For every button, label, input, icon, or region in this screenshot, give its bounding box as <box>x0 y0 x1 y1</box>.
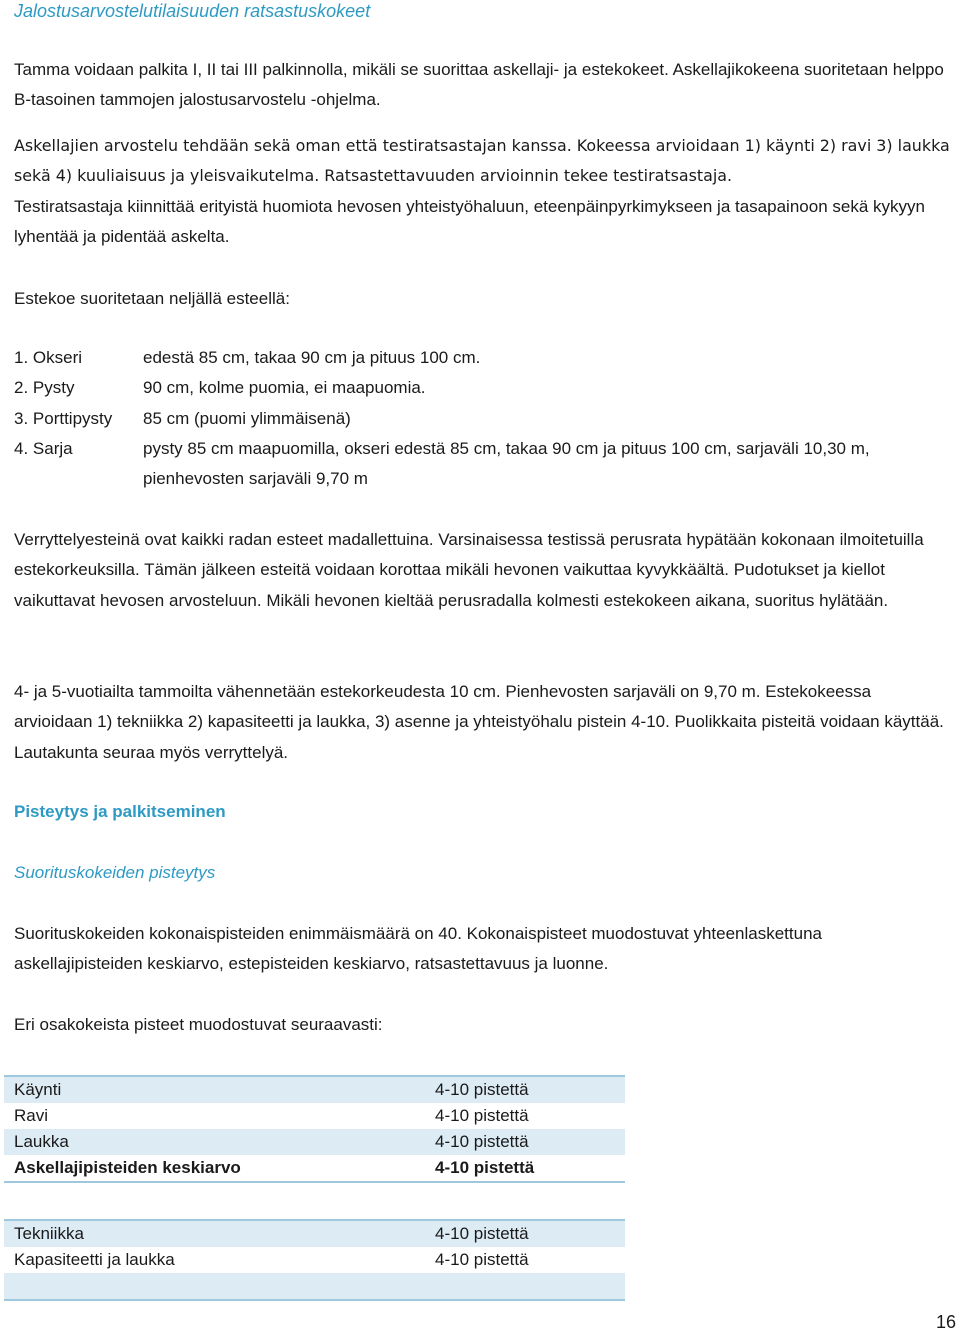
test-rider-paragraph: Testiratsastaja kiinnittää erityistä huomiota hevosen yhteistyöhaluun, eteenpäinpyrkimykseen ja tasapainoon sekä kykyyn lyhentää ja pidentää askelta. <box>14 197 925 247</box>
score-item-name: Ravi <box>14 1106 49 1125</box>
gait-evaluation-text: Askellajien arvostelu tehdään sekä oman että testiratsastajan kanssa. Kokeessa arvioidaan 1) käynti 2) ravi 3) laukka sekä 4) kuuliaisuus ja yleisvaikutelma. Ratsastettavuuden arvioinnin tekee testiratsastaja. <box>14 136 950 186</box>
table-row <box>4 1247 625 1273</box>
score-item-name: Laukka <box>4 1129 435 1155</box>
score-item-name <box>4 1273 435 1300</box>
warmup-paragraph: Verryttelyesteinä ovat kaikki radan esteet madallettuina. Varsinaisessa testissä perusrata hypätään kokonaan ilmoitetuilla estekorkeuksilla. Tämän jälkeen esteitä voidaan korottaa mikäli hevonen vaikuttaa kyvykkäältä. Pudotukset ja kiellot vaikuttavat hevosen arvosteluun. Mikäli hevonen kieltää perusradalla kolmesti estekokeen aikana, suoritus hylätään. <box>14 530 924 610</box>
score-item-name: Askellajipisteiden keskiarvo <box>4 1155 435 1182</box>
score-item-value: 4-10 pistettä <box>435 1220 625 1247</box>
table-row <box>4 1103 625 1129</box>
obstacle-label: 4. Sarja <box>14 439 73 458</box>
gait-evaluation-paragraph <box>14 131 954 192</box>
page-number: 16 <box>935 1312 956 1332</box>
obstacle-description: pysty 85 cm maapuomilla, okseri edestä 85 cm, takaa 90 cm ja pituus 100 cm, sarjaväli 10,30 m, pienhevosten sarjaväli 9,70 m <box>143 439 870 489</box>
section-title: Jalostusarvostelutilaisuuden ratsastuskokeet <box>14 1 371 21</box>
score-item-value <box>435 1273 625 1300</box>
table-row <box>4 1155 625 1182</box>
total-points-paragraph: Suorituskokeiden kokonaispisteiden enimmäismäärä on 40. Kokonaispisteet muodostuvat yhteenlaskettuna askellajipisteiden keskiarvo, estepisteiden keskiarvo, ratsastettavuus ja luonne. <box>14 924 822 974</box>
score-item-value: 4-10 pistettä <box>435 1129 625 1155</box>
score-item-name: Tekniikka <box>4 1220 435 1247</box>
performance-scoring-heading: Suorituskokeiden pisteytys <box>14 863 216 882</box>
table-row <box>4 1220 625 1247</box>
intro-paragraph: Tamma voidaan palkita I, II tai III palkinnolla, mikäli se suorittaa askellaji- ja estekokeet. Askellajikokeena suoritetaan helppo B-tasoinen tammojen jalostusarvostelu -ohjelma. <box>14 60 944 110</box>
score-item-name: Kapasiteetti ja laukka <box>14 1250 175 1269</box>
obstacle-label: 3. Porttipysty <box>14 409 113 428</box>
score-item-value: 4-10 pistettä <box>435 1250 529 1269</box>
obstacle-description: edestä 85 cm, takaa 90 cm ja pituus 100 cm. <box>143 348 481 367</box>
obstacle-label: 2. Pysty <box>14 378 75 397</box>
table-row <box>4 1273 625 1300</box>
table-row <box>4 1129 625 1155</box>
gait-scores-table <box>4 1075 625 1183</box>
score-item-value: 4-10 pistettä <box>435 1076 625 1103</box>
obstacle-label: 1. Okseri <box>14 348 83 367</box>
score-item-value: 4-10 pistettä <box>435 1155 625 1182</box>
jump-test-intro: Estekoe suoritetaan neljällä esteellä: <box>14 289 290 308</box>
jump-scores-table <box>4 1219 625 1301</box>
score-item-value: 4-10 pistettä <box>435 1106 529 1125</box>
table-row <box>4 1076 625 1103</box>
obstacle-description: 90 cm, kolme puomia, ei maapuomia. <box>143 378 426 397</box>
score-item-name: Käynti <box>4 1076 435 1103</box>
scoring-heading: Pisteytys ja palkitseminen <box>14 802 226 821</box>
obstacle-description: 85 cm (puomi ylimmäisenä) <box>143 409 351 428</box>
age-reduction-paragraph: 4- ja 5-vuotiailta tammoilta vähennetään estekorkeudesta 10 cm. Pienhevosten sarjaväli on 9,70 m. Estekokeessa arvioidaan 1) tekniikka 2) kapasiteetti ja laukka, 3) asenne ja yhteistyöhalu pistein 4-10. Puolikkaita pisteitä voidaan käyttää. Lautakunta seuraa myös verryttelyä. <box>14 682 944 762</box>
subtest-points-intro: Eri osakokeista pisteet muodostuvat seuraavasti: <box>14 1015 383 1034</box>
